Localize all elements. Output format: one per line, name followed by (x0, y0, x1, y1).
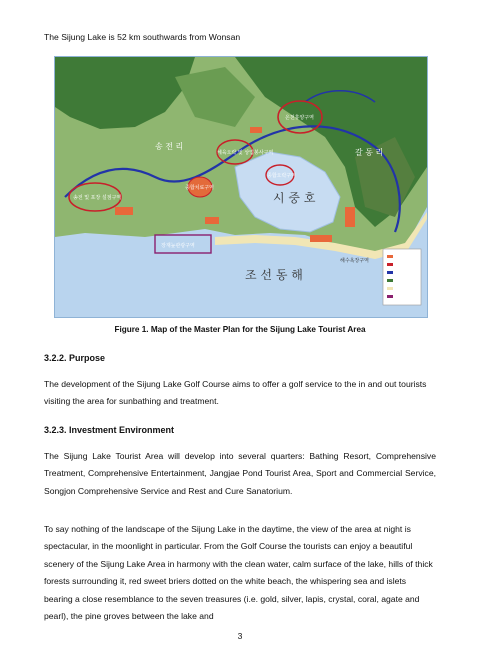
investment-paragraph-1: The Sijung Lake Tourist Area will develop into several quarters: Bathing Resort, Comprehensive Treatment, Comprehensive Entertainment, Jangjae Pond Tourist Area, Sport and Commercial Service, Songjon Comprehensive Service and Rest and Cure Sanatorium. (44, 451, 436, 496)
dev-patch (345, 207, 355, 227)
label-zone-2: 체육오락 및 상업봉사구역 (217, 150, 274, 156)
page-number: 3 (237, 631, 243, 641)
label-zone-1: 온천휴양구역 (285, 115, 314, 121)
map-graphic (55, 57, 427, 317)
dev-patch (115, 207, 133, 215)
section-heading-purpose: 3.2.2. Purpose (44, 353, 106, 363)
label-sijung-lake: 시 중 호 (273, 191, 316, 205)
label-zone-5: 송전 및 포장 설점구역 (73, 195, 122, 201)
dev-patch (250, 127, 262, 133)
purpose-paragraph: The development of the Sijung Lake Golf Course aims to offer a golf service to the in and out tourists visiting the area for sunbathing and treatment. (44, 379, 427, 407)
intro-line: The Sijung Lake is 52 km southwards from Wonsan (44, 32, 241, 42)
legend-swatch (387, 263, 393, 266)
label-place-east: 갈 동 리 (355, 148, 384, 157)
legend-swatch (387, 287, 393, 290)
legend-swatch (387, 279, 393, 282)
label-east-sea: 조 선 동 해 (245, 268, 303, 282)
legend-swatch (387, 295, 393, 298)
label-zone-3: 종합오락구역 (267, 173, 296, 179)
figure-caption: Figure 1. Map of the Master Plan for the Sijung Lake Tourist Area (114, 325, 366, 334)
dev-patch (205, 217, 219, 224)
master-plan-map (54, 56, 428, 318)
label-zone-4: 종합치료구역 (185, 185, 214, 191)
label-zone-7: 해수욕장구역 (340, 258, 369, 264)
section-heading-investment: 3.2.3. Investment Environment (44, 425, 175, 435)
label-zone-6: 장재늪관광구역 (161, 243, 195, 249)
legend-swatch (387, 255, 393, 258)
dev-patch (310, 235, 332, 242)
legend-swatch (387, 271, 393, 274)
label-place-west: 송 전 리 (155, 142, 184, 151)
investment-paragraph-2: To say nothing of the landscape of the Sijung Lake in the daytime, the view of the area at night is spectacular, in the moonlight in particular. From the Golf Course the tourists can enjoy a beautiful scenery of the Sijung Lake Area in harmony with the clean water, calm surface of the lake, hills of thick forests surrounding it, red sweet briers dotted on the white beach, the whispering sea and islets bearing a close resemblance to the seven treasures (i.e. gold, silver, lapis, crystal, coral, agate and pearl), the pine groves between the lake and (44, 524, 433, 622)
